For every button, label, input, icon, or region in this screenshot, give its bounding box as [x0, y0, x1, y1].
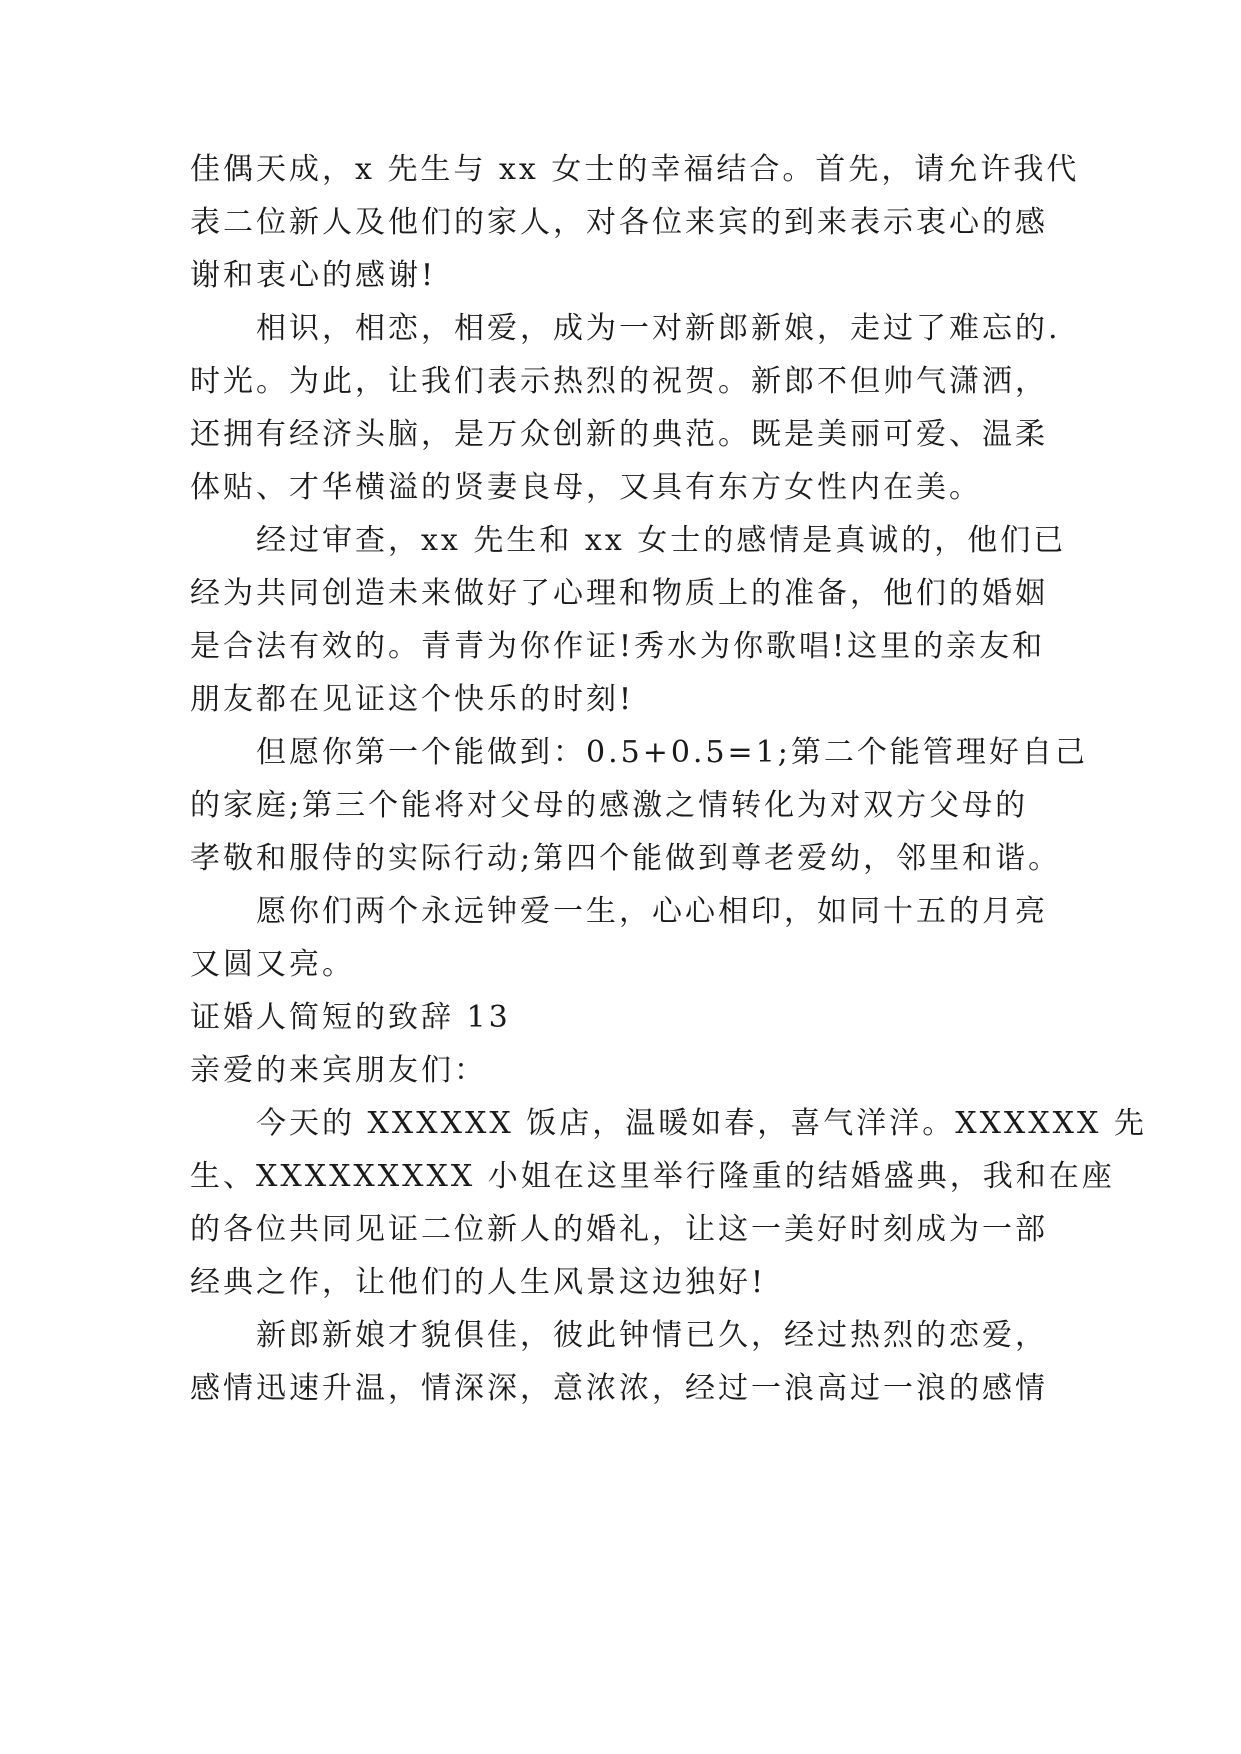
text-line: 又圆又亮。: [190, 947, 355, 982]
text-line: 经典之作，让他们的人生风景这边独好!: [190, 1265, 767, 1300]
text-line: 生、XXXXXXXXX 小姐在这里举行隆重的结婚盛典，我和在座: [190, 1159, 1115, 1194]
text-line: 还拥有经济头脑，是万众创新的典范。既是美丽可爱、温柔: [190, 417, 1048, 452]
paragraph-start: 经过审查，xx 先生和 xx 女士的感情是真诚的，他们已: [256, 523, 1067, 558]
paragraph-start: 新郎新娘才貌俱佳，彼此钟情已久，经过热烈的恋爱，: [256, 1318, 1048, 1353]
paragraph-start: 相识，相恋，相爱，成为一对新郎新娘，走过了难忘的.: [256, 311, 1061, 346]
text-line: 孝敬和服侍的实际行动;第四个能做到尊老爱幼，邻里和谐。: [190, 841, 1062, 876]
text-line: 感情迅速升温，情深深，意浓浓，经过一浪高过一浪的感情: [190, 1371, 1048, 1406]
paragraph-start: 今天的 XXXXXX 饭店，温暖如春，喜气洋洋。XXXXXX 先: [256, 1106, 1147, 1141]
text-line: 是合法有效的。青青为你作证!秀水为你歌唱!这里的亲友和: [190, 629, 1046, 664]
text-line: 佳偶天成，x 先生与 xx 女士的幸福结合。首先，请允许我代: [190, 152, 1080, 187]
text-line: 的各位共同见证二位新人的婚礼，让这一美好时刻成为一部: [190, 1212, 1048, 1247]
salutation: 亲爱的来宾朋友们：: [190, 1053, 487, 1088]
text-line: 朋友都在见证这个快乐的时刻!: [190, 682, 635, 717]
text-line: 体贴、才华横溢的贤妻良母，又具有东方女性内在美。: [190, 470, 982, 505]
paragraph-start: 愿你们两个永远钟爱一生，心心相印，如同十五的月亮: [256, 894, 1048, 929]
text-line: 时光。为此，让我们表示热烈的祝贺。新郎不但帅气潇洒，: [190, 364, 1048, 399]
paragraph-start: 但愿你第一个能做到：0.5+0.5=1;第二个能管理好自己: [256, 735, 1088, 770]
section-heading: 证婚人简短的致辞 13: [190, 1000, 511, 1035]
text-line: 经为共同创造未来做好了心理和物质上的准备，他们的婚姻: [190, 576, 1048, 611]
text-line: 表二位新人及他们的家人，对各位来宾的到来表示衷心的感: [190, 205, 1048, 240]
text-line: 的家庭;第三个能将对父母的感激之情转化为对双方父母的: [190, 788, 1029, 823]
text-line: 谢和衷心的感谢!: [190, 258, 437, 293]
